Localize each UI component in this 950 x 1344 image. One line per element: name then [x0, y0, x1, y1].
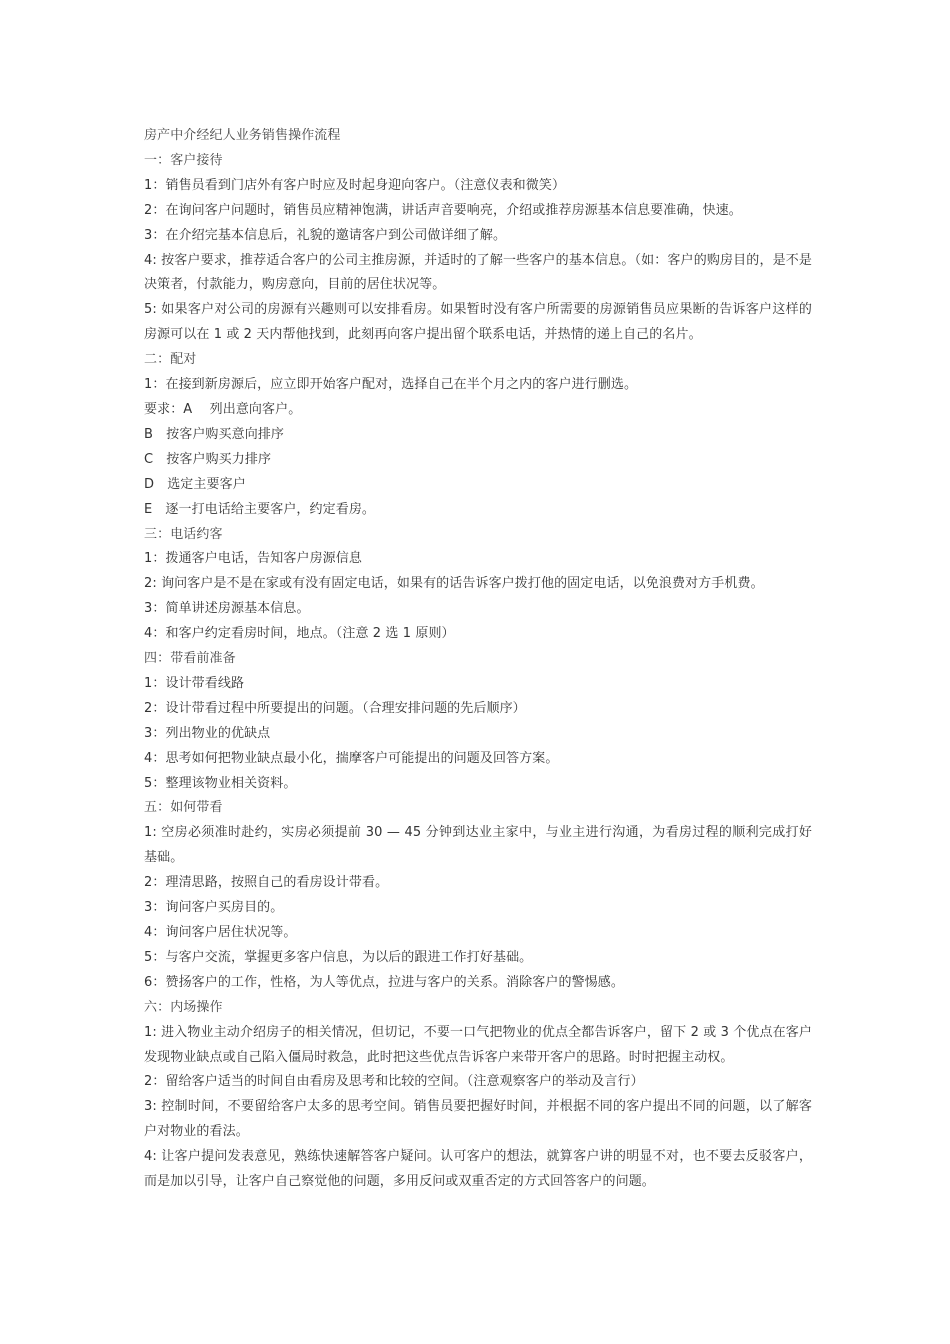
- paragraph: 1: 空房必须准时赴约，实房必须提前 30 — 45 分钟到达业主家中，与业主进行沟通，为看房过程的顺利完成打好基础。: [144, 825, 812, 866]
- paragraph: 3：简单讲述房源基本信息。: [144, 601, 310, 617]
- document-body: [144, 124, 812, 1195]
- paragraph: 5: 如果客户对公司的房源有兴趣则可以安排看房。如果暂时没有客户所需要的房源销售员应果断的告诉客户这样的房源可以在 1 或 2 天内帮他找到，此刻再向客户提出留个联系电话，并热情的递上自己的名片。: [144, 302, 812, 343]
- paragraph: 3：询问客户买房目的。: [144, 900, 284, 916]
- section-heading-viewing: 五：如何带看: [144, 800, 223, 816]
- paragraph: 4: 按客户要求，推荐适合客户的公司主推房源，并适时的了解一些客户的基本信息。（如：客户的购房目的，是不是决策者，付款能力，购房意向，目前的居住状况等。: [144, 252, 812, 293]
- list-item: D 选定主要客户: [144, 476, 246, 492]
- paragraph: 2: 询问客户是不是在家或有没有固定电话，如果有的话告诉客户拨打他的固定电话，以免浪费对方手机费。: [144, 576, 764, 592]
- paragraph: 2：设计带看过程中所要提出的问题。（合理安排问题的先后顺序）: [144, 700, 526, 716]
- paragraph: 2：理清思路，按照自己的看房设计带看。: [144, 875, 389, 891]
- paragraph: 4: 让客户提问发表意见，熟练快速解答客户疑问。认可客户的想法，就算客户讲的明显不对，也不要去反驳客户，而是加以引导，让客户自己察觉他的问题，多用反问或双重否定的方式回答客户的问题。: [144, 1149, 812, 1190]
- document-title: 房产中介经纪人业务销售操作流程: [144, 128, 341, 143]
- paragraph: 4：询问客户居住状况等。: [144, 925, 297, 940]
- paragraph: 1：拨通客户电话，告知客户房源信息: [144, 551, 362, 567]
- paragraph: 3：在介绍完基本信息后，礼貌的邀请客户到公司做详细了解。: [144, 227, 507, 243]
- list-item: B 按客户购买意向排序: [144, 426, 285, 442]
- paragraph: 5：整理该物业相关资料。: [144, 775, 297, 791]
- paragraph: 4：思考如何把物业缺点最小化，揣摩客户可能提出的问题及回答方案。: [144, 750, 559, 766]
- paragraph: 1：在接到新房源后，应立即开始客户配对，选择自己在半个月之内的客户进行删选。: [144, 377, 638, 393]
- paragraph: 3：列出物业的优缺点: [144, 725, 271, 741]
- list-item: C 按客户购买力排序: [144, 451, 272, 467]
- paragraph: 4：和客户约定看房时间，地点。（注意 2 选 1 原则）: [144, 626, 455, 642]
- list-item: E 逐一打电话给主要客户，约定看房。: [144, 501, 376, 517]
- paragraph: 6：赞扬客户的工作，性格，为人等优点，拉进与客户的关系。消除客户的警惕感。: [144, 974, 624, 990]
- section-heading-onsite: 六：内场操作: [144, 999, 223, 1015]
- paragraph: 5：与客户交流，掌握更多客户信息，为以后的跟进工作打好基础。: [144, 949, 533, 965]
- section-heading-reception: 一：客户接待: [144, 152, 223, 168]
- section-heading-phone: 三：电话约客: [144, 526, 223, 542]
- paragraph: 1：设计带看线路: [144, 675, 245, 691]
- paragraph: 1：销售员看到门店外有客户时应及时起身迎向客户。（注意仪表和微笑）: [144, 177, 566, 193]
- section-heading-preparation: 四：带看前准备: [144, 651, 236, 667]
- paragraph: 1: 进入物业主动介绍房子的相关情况，但切记，不要一口气把物业的优点全都告诉客户，留下 2 或 3 个优点在客户发现物业缺点或自己陷入僵局时救急，此时把这些优点告诉客户来带开客户的思路。时时把握主动权。: [144, 1024, 812, 1065]
- paragraph: 2：留给客户适当的时间自由看房及思考和比较的空间。（注意观察客户的举动及言行）: [144, 1074, 644, 1090]
- paragraph: 3: 控制时间，不要留给客户太多的思考空间。销售员要把握好时间，并根据不同的客户提出不同的问题，以了解客户对物业的看法。: [144, 1099, 812, 1140]
- section-heading-matching: 二：配对: [144, 352, 197, 368]
- paragraph: 要求：A 列出意向客户。: [144, 401, 302, 417]
- paragraph: 2：在询问客户问题时，销售员应精神饱满，讲话声音要响亮，介绍或推荐房源基本信息要准确，快速。: [144, 202, 742, 218]
